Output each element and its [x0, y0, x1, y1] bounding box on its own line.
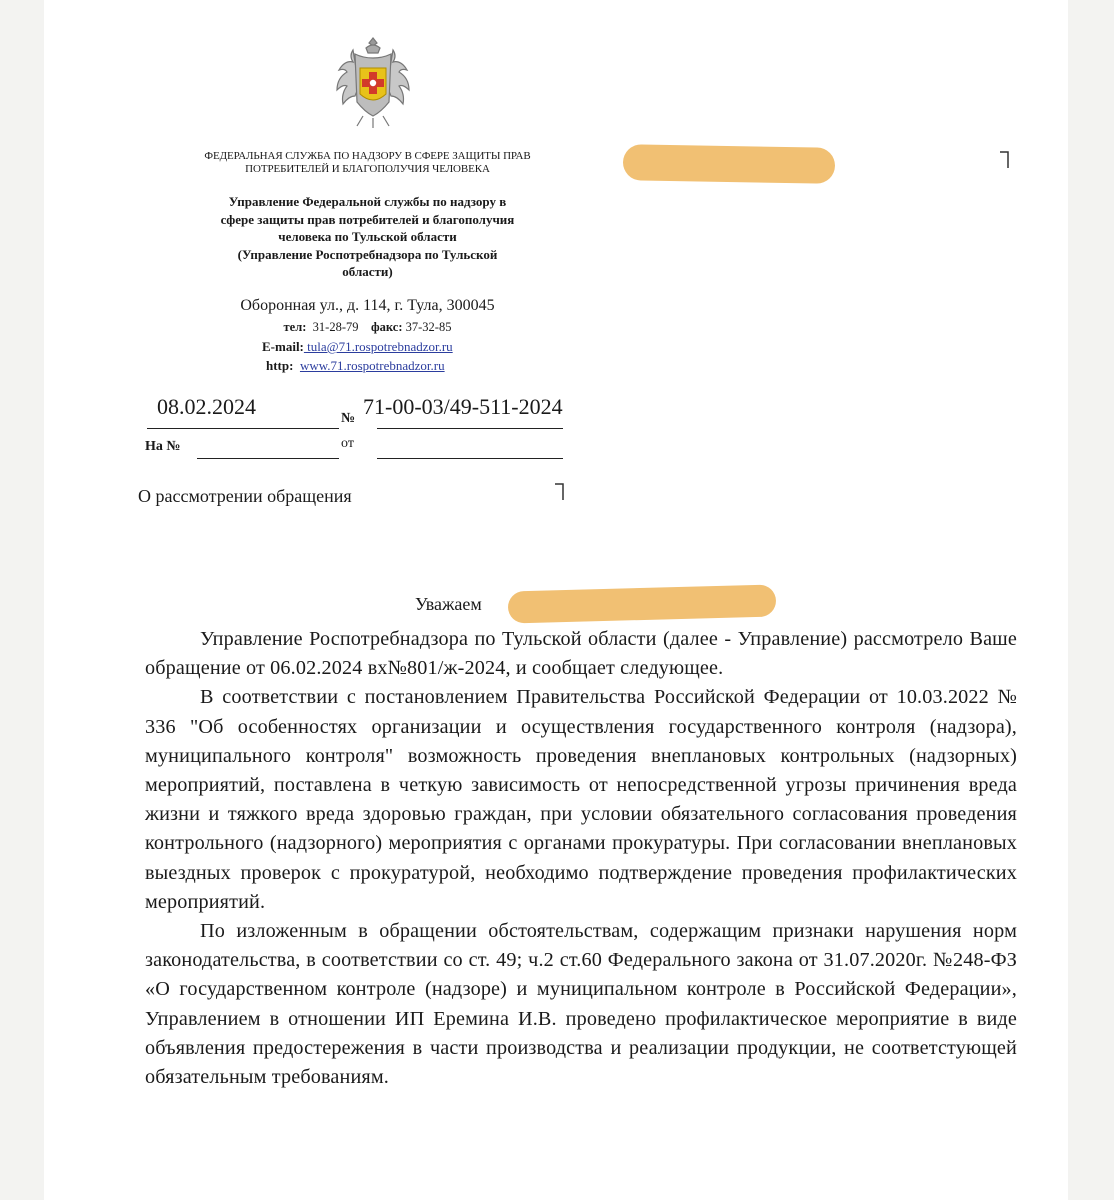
phone-label: тел:	[283, 320, 307, 334]
from-underline	[377, 458, 563, 459]
phone-fax-line	[180, 320, 555, 335]
outgoing-date: 08.02.2024	[157, 394, 256, 419]
phone-value: 31-28-79	[312, 320, 359, 334]
organization-name-line: человека по Тульской области	[278, 229, 457, 245]
recipient-redaction	[623, 144, 836, 184]
website-link[interactable]: www.71.rospotrebnadzor.ru	[299, 358, 445, 373]
date-underline	[147, 428, 339, 429]
body-paragraph: В соответствии с постановлением Правительства Российской Федерации от 10.03.2022 № 336 "Об особенностях организации и осуществления государственного контроля (надзора), муниципального контроля" возможность проведения внеплановых контрольных (надзорных) мероприятий, поставлена в четкую зависимость от непосредственной угрозы причинения вреда жизни и тяжкого вреда здоровью граждан, при условии обязательного согласования проведения контрольного (надзорного) мероприятия с органами прокуратуры. При согласовании внеплановых выездных проверок с прокуратурой, необходимо подтверждение проведения профилактических мероприятий.	[145, 686, 1017, 913]
letter-subject: О рассмотрении обращения	[138, 486, 352, 506]
corner-bracket-icon	[553, 482, 567, 502]
number-underline	[377, 428, 563, 429]
number-label: №	[341, 411, 356, 426]
outgoing-number: 71-00-03/49-511-2024	[363, 394, 563, 419]
email-label: E-mail:	[262, 339, 304, 354]
organization-name-line: (Управление Роспотребнадзора по Тульской	[237, 246, 498, 262]
body-paragraph: По изложенным в обращении обстоятельствам, содержащим признаки нарушения норм законодательства, в соответствии со ст. 49; ч.2 ст.60 Федерального закона от 31.07.2020г. №248-ФЗ «О государственном контроле (надзоре) и муниципальном контроле в Российской Федерации», Управлением в отношении ИП Еремина И.В. проведено профилактическое мероприятие в виде объявления предостережения в части производства и реализации продукции, не соответстующей обязательным требованиям.	[145, 920, 1017, 1089]
body-paragraph: Управление Роспотребнадзора по Тульской области (далее - Управление) рассмотрело Ваше обращение от 06.02.2024 вх№801/ж-2024, и сообщает следующее.	[145, 628, 1017, 680]
fax-value: 37-32-85	[405, 320, 452, 334]
reply-to-underline	[197, 458, 339, 459]
email-link[interactable]: tula@71.rospotrebnadzor.ru	[303, 339, 453, 354]
double-headed-eagle-emblem-icon	[333, 32, 413, 130]
website-label: http:	[266, 358, 294, 373]
organization-name	[180, 193, 555, 281]
reply-to-label: На №	[145, 439, 181, 454]
email-line	[262, 339, 453, 355]
fax-label: факс:	[370, 320, 403, 334]
organization-address: Оборонная ул., д. 114, г. Тула, 300045	[240, 297, 495, 314]
from-label: от	[341, 436, 354, 451]
organization-name-line: Управление Федеральной службы по надзору в	[228, 194, 507, 209]
agency-name: ФЕДЕРАЛЬНАЯ СЛУЖБА ПО НАДЗОРУ В СФЕРЕ ЗАЩИТЫ ПРАВ ПОТРЕБИТЕЛЕЙ И БЛАГОПОЛУЧИЯ ЧЕЛОВЕКА	[204, 150, 531, 175]
greeting: Уважаем	[415, 594, 482, 614]
organization-name-line: области)	[342, 264, 393, 280]
website-line	[266, 358, 445, 374]
organization-name-line: сфере защиты прав потребителей и благополучия	[220, 211, 515, 227]
letter-body	[145, 625, 1017, 1092]
corner-bracket-icon	[998, 150, 1012, 170]
